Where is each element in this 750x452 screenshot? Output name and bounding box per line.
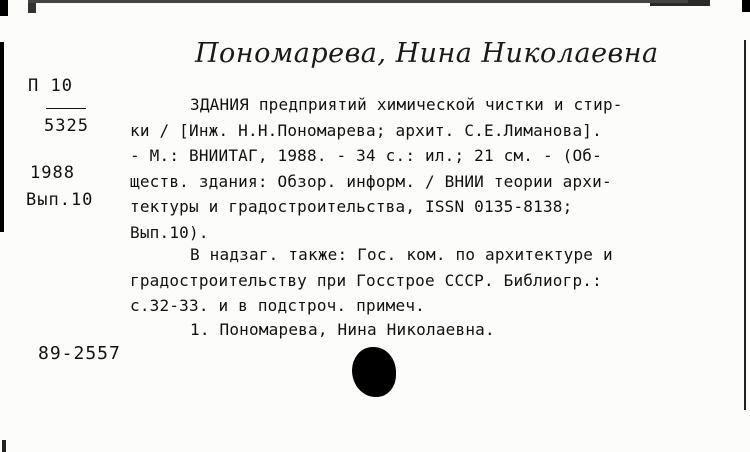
call-number-top: П 10 [28, 76, 73, 96]
scan-edge-mark [28, 3, 36, 13]
description-line: Вып.10). [130, 222, 209, 242]
call-number-bottom: 5325 [44, 116, 89, 136]
handwritten-heading: Пономарева, Нина Николаевна [195, 38, 659, 69]
scan-edge-mark [744, 40, 746, 410]
description-line: ки / [Инж. Н.Н.Пономарева; архит. С.Е.Лиманова]. [130, 120, 602, 140]
note-paragraph [130, 242, 730, 319]
scan-edge-mark [0, 42, 4, 232]
tracing-line: 1. Пономарева, Нина Николаевна. [190, 320, 495, 339]
scan-edge-mark [0, 0, 8, 16]
description-line: ществ. здания: Обзор. информ. / ВНИИ теории архи- [130, 171, 612, 191]
year-label: 1988 [30, 163, 75, 183]
accession-number: 89-2557 [38, 343, 121, 364]
scan-edge-mark [28, 0, 688, 3]
call-number-divider [46, 108, 86, 109]
scan-edge-mark [2, 440, 6, 452]
note-line: градостроительству при Госстрое СССР. Библиогр.: [130, 270, 602, 290]
note-line: с.32-33. и в подстроч. примеч. [130, 296, 425, 315]
tracing-paragraph [130, 317, 730, 343]
scan-edge-mark [742, 0, 750, 12]
description-line: - М.: ВНИИТАГ, 1988. - 34 с.: ил.; 21 см. - (Об- [130, 146, 602, 165]
issue-label: Вып.10 [26, 190, 94, 210]
description-line: ЗДАНИЯ предприятий химической чистки и стир- [190, 95, 623, 114]
note-line: В надзаг. также: Гос. ком. по архитектуре и [190, 245, 613, 264]
punch-hole-blot [352, 347, 396, 397]
description-line: тектуры и градостроительства, ISSN 0135-8138; [130, 197, 573, 216]
bibliographic-description [130, 92, 730, 245]
